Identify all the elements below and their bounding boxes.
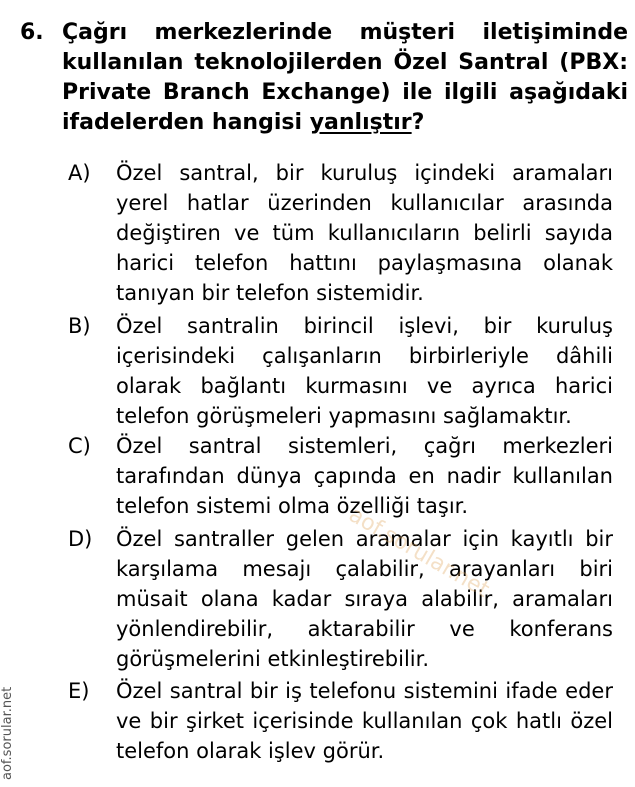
- option-text: Özel santral sistemleri, çağrı merkezleri tarafından dünya çapında en nadir kullanılan telefon sistemi olma özelliği taşır.: [116, 434, 613, 518]
- option-letter: D): [68, 527, 93, 551]
- option-letter: C): [68, 434, 91, 458]
- option-text: Özel santral bir iş telefonu sistemini ifade eder ve bir şirket içerisinde kullanılan çok hatlı özel telefon olarak işlev görür.: [116, 679, 613, 763]
- question-text: Çağrı merkezlerinde müşteri iletişiminde kullanılan teknolojilerden Özel Santral (PBX: Private Branch Exchange) ile ilgili aşağıdaki ifadelerden hangisi: [62, 20, 628, 135]
- question-stem: [62, 18, 628, 138]
- side-watermark: aof.sorular.net: [0, 686, 15, 780]
- question-number: 6.: [20, 20, 44, 45]
- option-letter: A): [68, 161, 91, 185]
- option-letter: E): [68, 679, 90, 703]
- question-mark: ?: [411, 110, 425, 135]
- option-letter: B): [68, 314, 91, 338]
- option-text: Özel santral, bir kuruluş içindeki aramaları yerel hatlar üzerinden kullanıcılar arasında değiştiren ve tüm kullanıcıların belirli sayıda harici telefon hattını paylaşmasına olanak tanıyan bir telefon sistemidir.: [116, 161, 613, 305]
- question-emphasis: yanlıştır: [309, 110, 412, 135]
- option-text: Özel santralin birincil işlevi, bir kuruluş içerisindeki çalışanların birbirleriyle dâhili olarak bağlantı kurmasını ve ayrıca harici telefon görüşmeleri yapmasını sağlamaktır.: [116, 314, 613, 428]
- center-watermark: aof.sorular.net: [344, 502, 494, 603]
- option-text: Özel santraller gelen aramalar için kayıtlı bir karşılama mesajı çalabilir, arayanları biri müsait olana kadar sıraya alabilir, aramaları yönlendirebilir, aktarabilir ve konferans görüşmelerini etkinleştirebilir.: [116, 527, 613, 671]
